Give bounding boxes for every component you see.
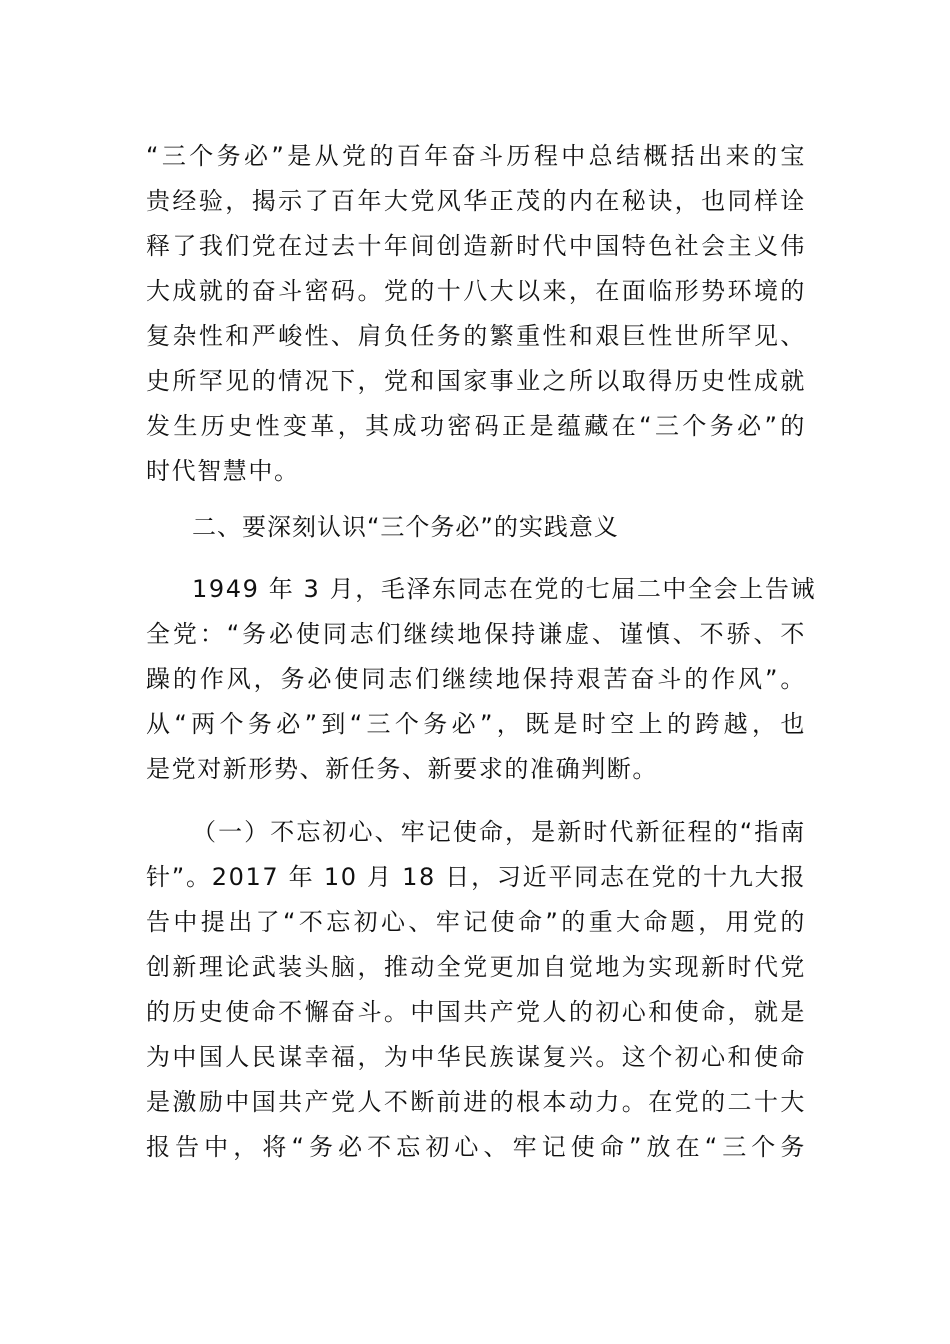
paragraph-1-line-6: 史所罕见的情况下，党和国家事业之所以取得历史性成就 [146, 367, 806, 395]
paragraph-2-line-4: 从“两个务必”到“三个务必”，既是时空上的跨越，也 [146, 710, 806, 738]
paragraph-1-line-8: 时代智慧中。 [146, 457, 300, 485]
paragraph-2-line-1: 1949 年 3 月，毛泽东同志在党的七届二中全会上告诫 [192, 575, 817, 603]
paragraph-1-line-3: 释了我们党在过去十年间创造新时代中国特色社会主义伟 [146, 232, 806, 260]
paragraph-2-line-2: 全党：“务必使同志们继续地保持谦虚、谨慎、不骄、不 [146, 620, 806, 648]
paragraph-1-line-4: 大成就的奋斗密码。党的十八大以来，在面临形势环境的 [146, 277, 806, 305]
paragraph-3-line-1: （一）不忘初心、牢记使命，是新时代新征程的“指南 [192, 818, 806, 846]
paragraph-3-line-5: 的历史使命不懈奋斗。中国共产党人的初心和使命，就是 [146, 998, 806, 1026]
paragraph-3-line-8: 报告中，将“务必不忘初心、牢记使命”放在“三个务 [146, 1133, 806, 1161]
paragraph-3-line-2: 针”。2017 年 10 月 18 日，习近平同志在党的十九大报 [146, 863, 806, 891]
paragraph-3-line-6: 为中国人民谋幸福，为中华民族谋复兴。这个初心和使命 [146, 1043, 806, 1071]
section-heading: 二、要深刻认识“三个务必”的实践意义 [192, 513, 619, 541]
paragraph-1-line-2: 贵经验，揭示了百年大党风华正茂的内在秘诀，也同样诠 [146, 187, 806, 215]
paragraph-3-line-3: 告中提出了“不忘初心、牢记使命”的重大命题，用党的 [146, 908, 806, 936]
paragraph-3-line-7: 是激励中国共产党人不断前进的根本动力。在党的二十大 [146, 1088, 806, 1116]
paragraph-2-line-5: 是党对新形势、新任务、新要求的准确判断。 [146, 755, 658, 783]
paragraph-1-line-7: 发生历史性变革，其成功密码正是蕴藏在“三个务必”的 [146, 412, 806, 440]
paragraph-2-line-3: 躁的作风，务必使同志们继续地保持艰苦奋斗的作风”。 [146, 665, 806, 693]
paragraph-1-line-5: 复杂性和严峻性、肩负任务的繁重性和艰巨性世所罕见、 [146, 322, 806, 350]
paragraph-3-line-4: 创新理论武装头脑，推动全党更加自觉地为实现新时代党 [146, 953, 806, 981]
paragraph-1-line-1: “三个务必”是从党的百年奋斗历程中总结概括出来的宝 [146, 142, 806, 170]
